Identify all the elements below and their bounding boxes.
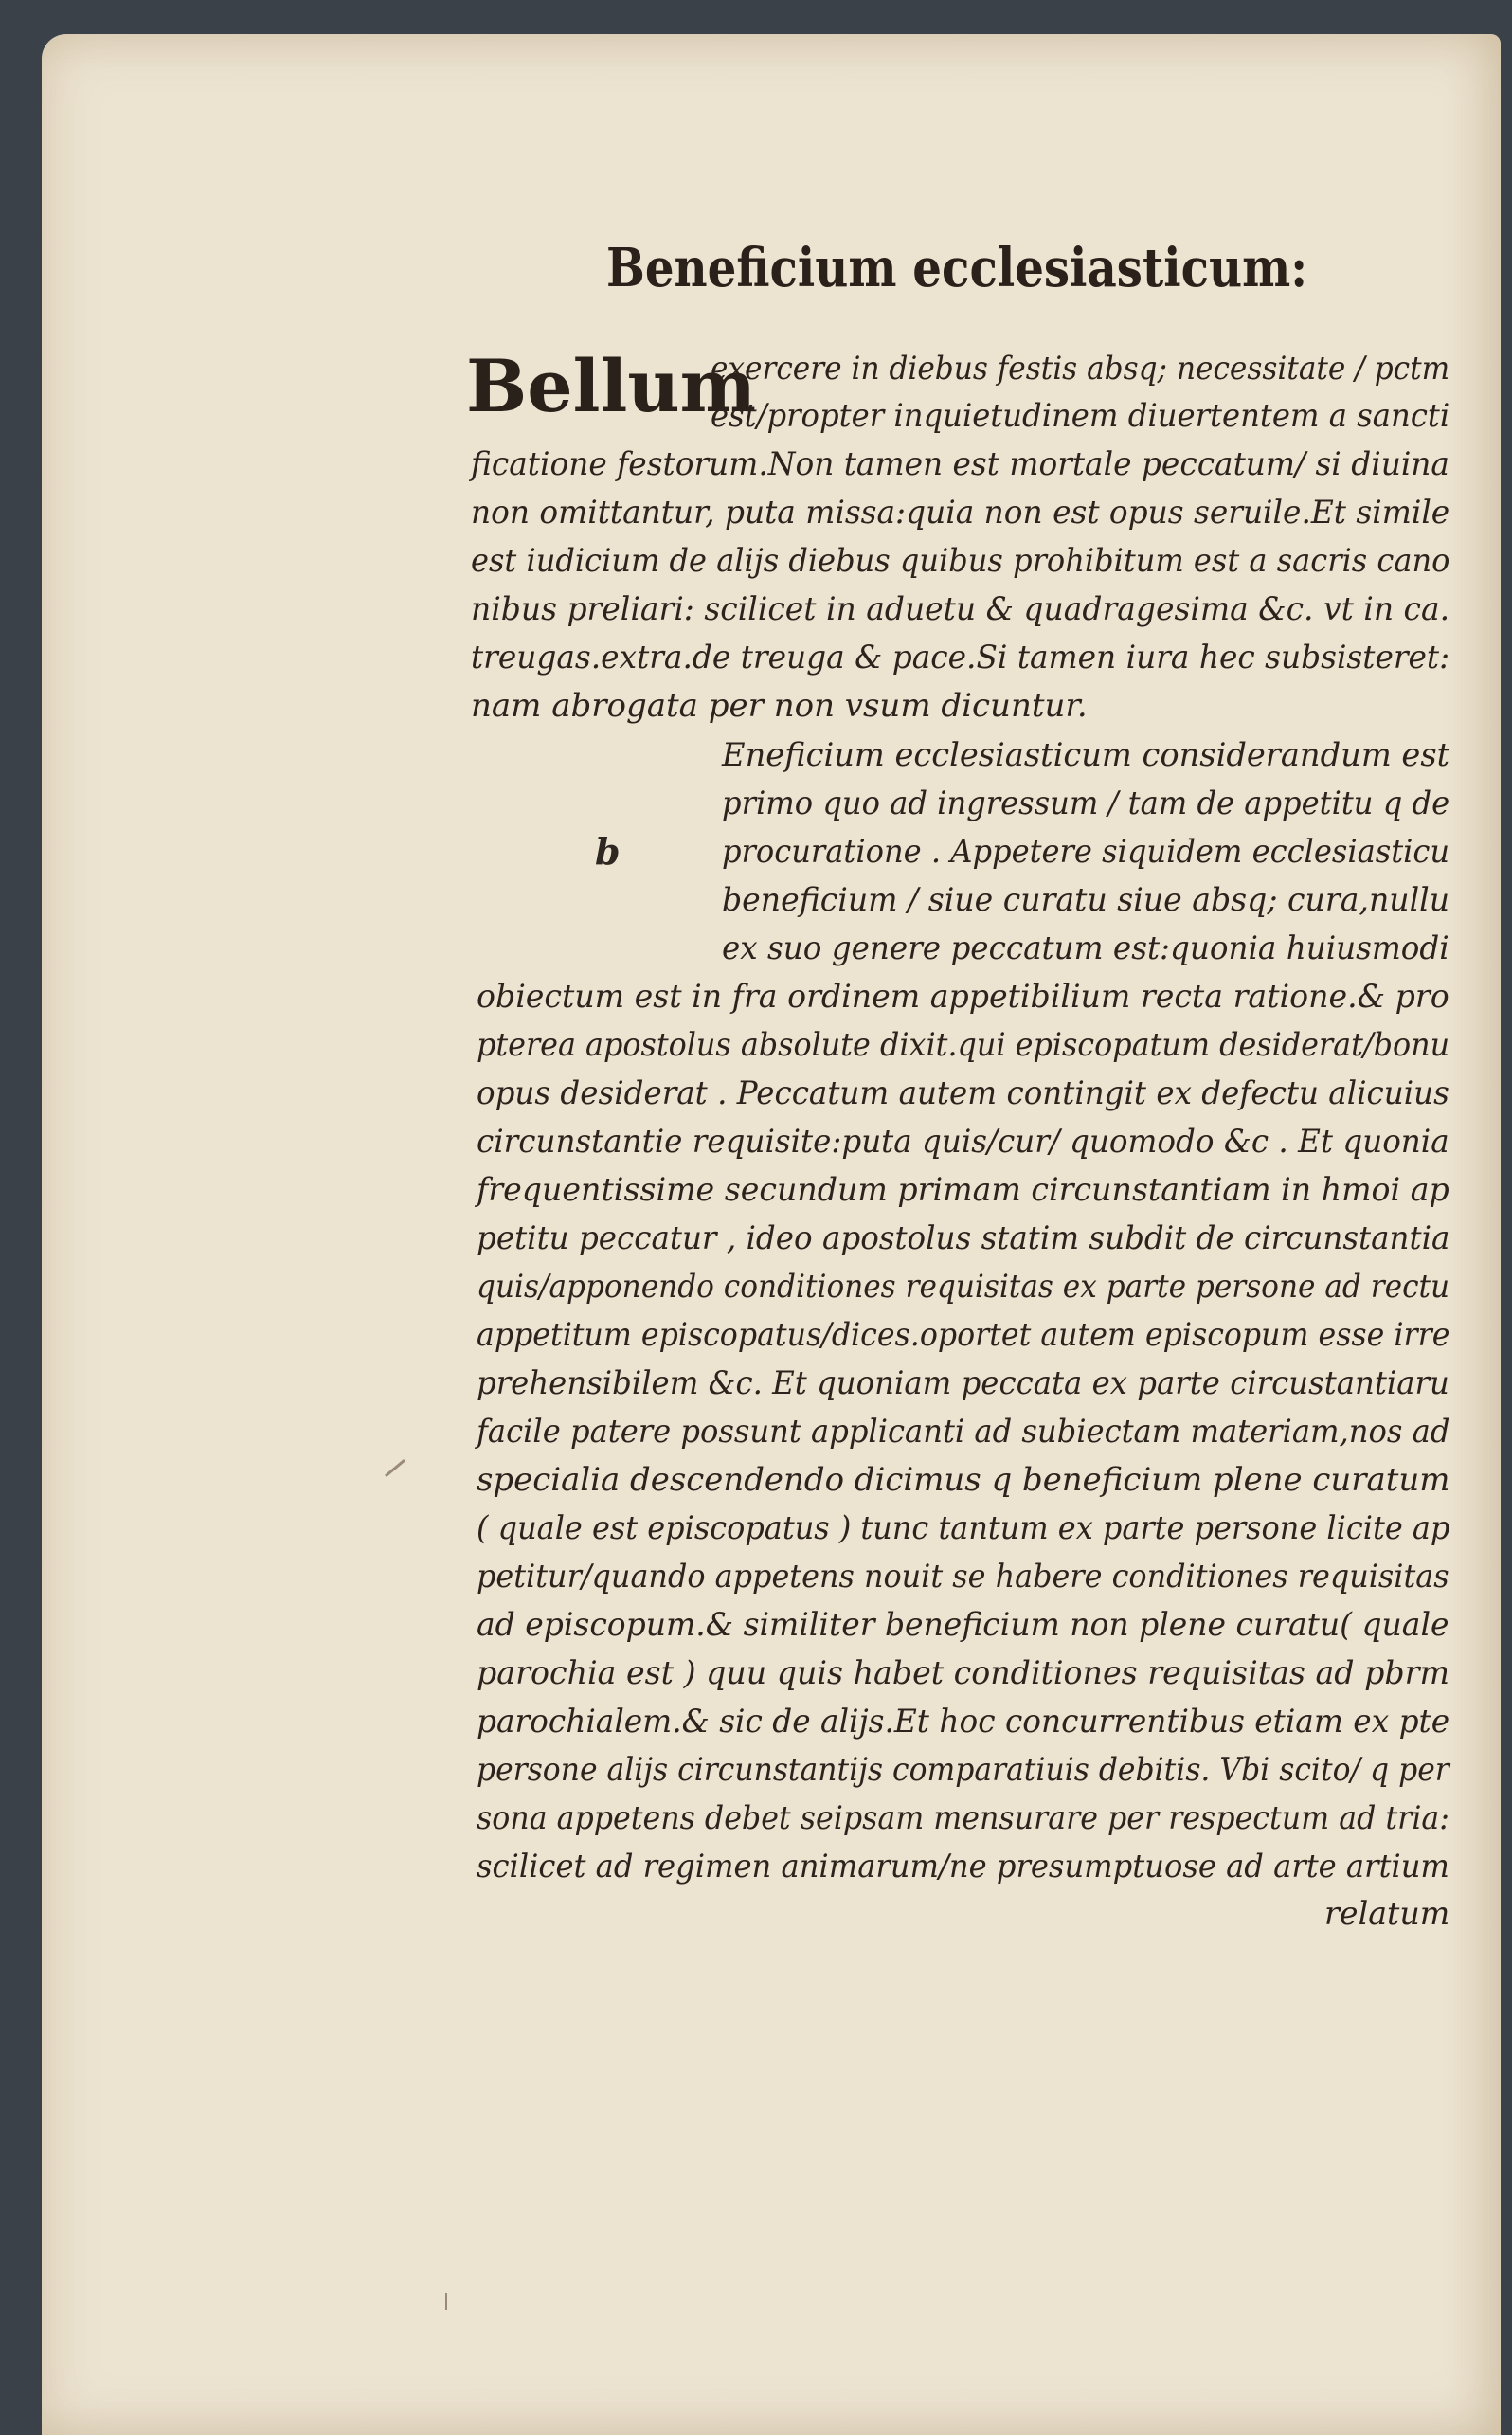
text-line: ( quale est episcopatus ) tunc tantum ex parte persone licite ap bbox=[477, 1509, 1450, 1547]
margin-mark bbox=[445, 2293, 447, 2310]
text-line: circunstantie requisite:puta quis/cur/ quomodo &c . Et quonia bbox=[477, 1123, 1449, 1161]
text-line: parochia est ) quu quis habet conditiones requisitas ad pbrm bbox=[477, 1654, 1450, 1692]
text-line: nam abrogata per non vsum dicuntur. bbox=[471, 687, 1088, 725]
text-line: facile patere possunt applicanti ad subiectam materiam,nos ad bbox=[477, 1413, 1450, 1451]
drop-cap-bellum: Bellum bbox=[466, 344, 757, 428]
text-line: Eneficium ecclesiasticum considerandum est bbox=[722, 736, 1450, 774]
catchword: relatum bbox=[1324, 1895, 1450, 1933]
text-line: prehensibilem &c. Et quoniam peccata ex parte circustantiaru bbox=[477, 1364, 1449, 1402]
text-line: frequentissime secundum primam circunstantiam in hmoi ap bbox=[477, 1171, 1449, 1209]
text-line: ex suo genere peccatum est:quonia huiusmodi bbox=[722, 929, 1449, 967]
text-line: ad episcopum.& similiter beneficium non plene curatu( quale bbox=[477, 1606, 1449, 1644]
text-line: primo quo ad ingressum / tam de appetitu q de bbox=[722, 785, 1450, 822]
text-line: pterea apostolus absolute dixit.qui episcopatum desiderat/bonu bbox=[477, 1026, 1450, 1064]
text-line: ficatione festorum.Non tamen est mortale peccatum/ si diuina bbox=[471, 445, 1449, 483]
text-line: est/propter inquietudinem diuertentem a sancti bbox=[711, 397, 1450, 435]
text-line: non omittantur, puta missa:quia non est opus seruile.Et simile bbox=[471, 494, 1450, 532]
text-line: obiectum est in fra ordinem appetibilium recta ratione.& pro bbox=[477, 978, 1449, 1016]
text-line: petitur/quando appetens nouit se habere conditiones requisitas bbox=[477, 1558, 1449, 1596]
page-heading: Beneficium ecclesiasticum: bbox=[606, 237, 1308, 299]
text-line: sona appetens debet seipsam mensurare per respectum ad tria: bbox=[477, 1799, 1449, 1837]
text-line: petitu peccatur , ideo apostolus statim subdit de circunstantia bbox=[477, 1219, 1450, 1257]
text-line: exercere in diebus festis absq; necessitate / pctm bbox=[711, 350, 1450, 388]
text-line: est iudicium de alijs diebus quibus prohibitum est a sacris cano bbox=[471, 542, 1450, 580]
text-line: specialia descendendo dicimus q beneficium plene curatum bbox=[477, 1461, 1450, 1499]
text-line: procuratione . Appetere siquidem ecclesiasticu bbox=[722, 833, 1450, 871]
text-line: appetitum episcopatus/dices.oportet autem episcopum esse irre bbox=[477, 1316, 1450, 1354]
text-line: parochialem.& sic de alijs.Et hoc concurrentibus etiam ex pte bbox=[477, 1703, 1450, 1741]
text-line: scilicet ad regimen animarum/ne presumptuose ad arte artium bbox=[477, 1848, 1449, 1885]
guide-letter: b bbox=[595, 830, 621, 873]
text-line: quis/apponendo conditiones requisitas ex parte persone ad rectu bbox=[477, 1268, 1450, 1306]
text-line: persone alijs circunstantijs comparatiuis debitis. Vbi scito/ q per bbox=[477, 1751, 1449, 1789]
text-line: treugas.extra.de treuga & pace.Si tamen iura hec subsisteret: bbox=[471, 639, 1450, 676]
text-line: opus desiderat . Peccatum autem contingit ex defectu alicuius bbox=[477, 1074, 1449, 1112]
text-line: nibus preliari: scilicet in aduetu & quadragesima &c. vt in ca. bbox=[471, 590, 1450, 628]
text-line: beneficium / siue curatu siue absq; cura,nullu bbox=[722, 881, 1450, 919]
